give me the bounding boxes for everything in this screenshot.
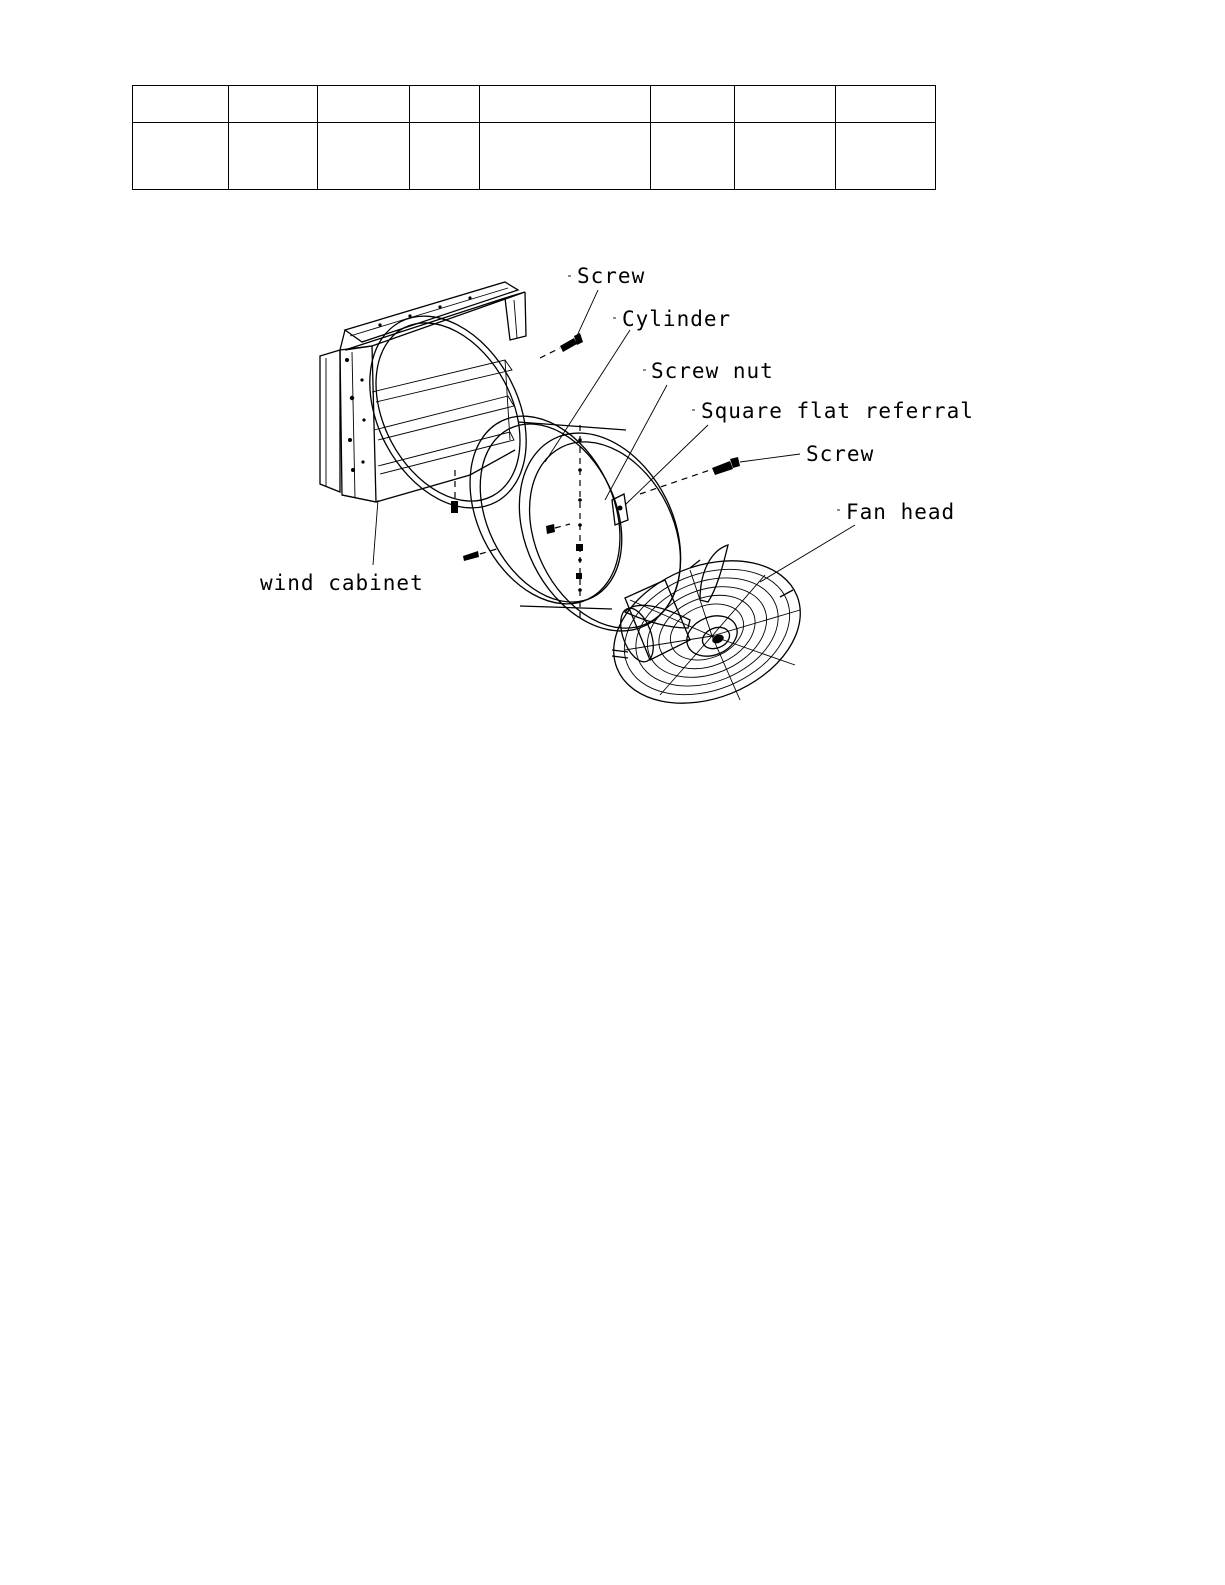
label-cylinder: Cylinder (622, 307, 732, 331)
label-square-flat-referral: Square flat referral (701, 399, 974, 423)
exploded-fan-diagram (0, 0, 1225, 760)
label-fan-head: Fan head (846, 500, 956, 524)
label-screw-nut: Screw nut (651, 359, 774, 383)
wind-cabinet-part (320, 282, 558, 535)
label-wind-cabinet: wind cabinet (260, 571, 424, 595)
label-screw-top: Screw (577, 264, 646, 288)
label-screw-right: Screw (806, 442, 875, 466)
fan-head-part (592, 534, 821, 729)
